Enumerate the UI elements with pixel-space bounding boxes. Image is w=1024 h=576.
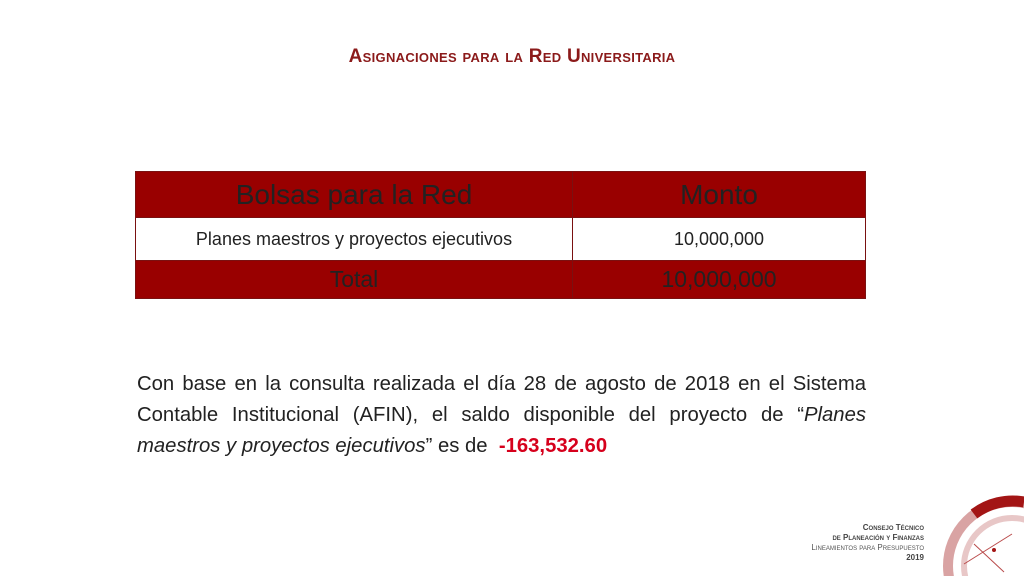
paragraph-project-name: Planes maestros y proyectos ejecutivos	[137, 404, 866, 457]
logo-year: 2019	[906, 553, 924, 562]
logo-circle-icon	[934, 494, 1024, 576]
bolsas-table	[135, 171, 866, 299]
logo-line-3: Lineamientos para Presupuesto	[811, 543, 924, 552]
header-bolsas: Bolsas para la Red	[136, 172, 573, 218]
logo-text	[811, 523, 924, 563]
row-monto: 10,000,000	[573, 218, 866, 261]
paragraph-text-mid: ” es de	[425, 435, 499, 457]
footer-logo	[724, 494, 1024, 576]
saldo-paragraph	[137, 369, 866, 462]
header-monto: Monto	[573, 172, 866, 218]
total-label: Total	[136, 261, 573, 299]
saldo-amount: -163,532.60	[498, 435, 608, 457]
table-row	[136, 218, 866, 261]
table-total-row	[136, 261, 866, 299]
row-concepto: Planes maestros y proyectos ejecutivos	[136, 218, 573, 261]
slide-title: Asignaciones para la Red Universitaria	[348, 46, 676, 67]
logo-line-1: Consejo Técnico	[862, 523, 924, 532]
table-header-row	[136, 172, 866, 218]
total-monto: 10,000,000	[573, 261, 866, 299]
paragraph-text-start: Con base en la consulta realizada el día 28 de agosto de 2018 en el Sistema Contable Institucional (AFIN), el saldo disponible del proyecto de “	[137, 373, 866, 426]
logo-line-2: de Planeación y Finanzas	[832, 533, 924, 542]
